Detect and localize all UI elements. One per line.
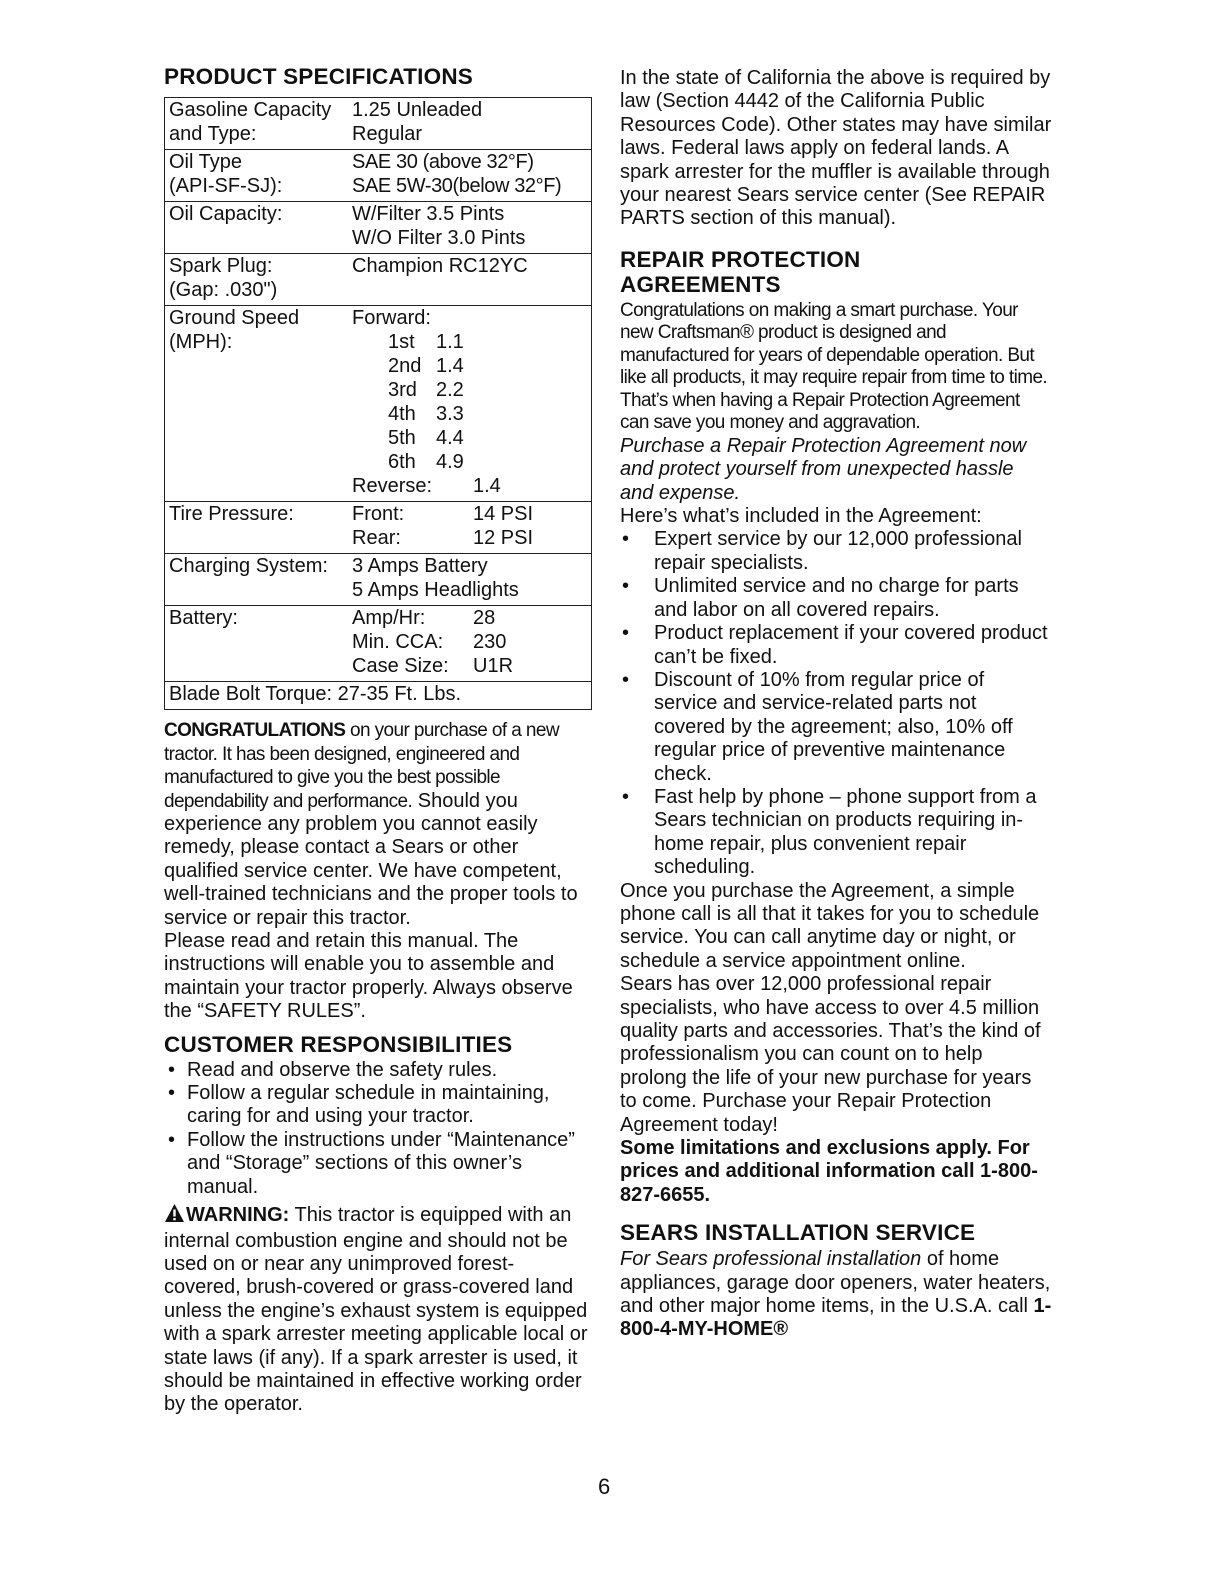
- spec-value: Forward:: [352, 307, 431, 329]
- installation-text: of home appliances, garage door openers, water heaters, and other major home items, in the U.S.A. call: [620, 1248, 1051, 1318]
- product-specifications-heading: PRODUCT SPECIFICATIONS: [164, 64, 473, 89]
- spec-value: SAE 30 (above 32°F): [352, 151, 534, 173]
- battery-amp-value: 28: [473, 607, 496, 629]
- list-item: • Fast help by phone – phone support from a Sears technician on products requiring in-home repair, plus convenient repair scheduling.: [620, 786, 1052, 880]
- right-column: [620, 64, 1052, 1342]
- spec-label: Tire Pressure:: [169, 503, 294, 525]
- gear-label: 1st: [388, 331, 415, 353]
- spec-label: Oil Type: [169, 151, 242, 173]
- spec-label: (Gap: .030"): [169, 279, 278, 301]
- list-item: • Follow a regular schedule in maintaining, caring for and using your tractor.: [164, 1082, 590, 1129]
- gear-speed: 4.9: [436, 451, 464, 473]
- once-purchased-paragraph: Once you purchase the Agreement, a simple phone call is all that it takes for you to schedule service. You can call anytime day or night, or schedule a service appointment online.: [620, 879, 1040, 972]
- list-item: • Read and observe the safety rules.: [164, 1059, 590, 1082]
- congratulations-lead: CONGRATULATIONS: [164, 720, 346, 741]
- gear-speed: 3.3: [436, 403, 464, 425]
- battery-cca-label: Min. CCA:: [352, 631, 444, 653]
- customer-responsibilities-heading: CUSTOMER RESPONSIBILITIES: [164, 1031, 513, 1057]
- gear-label: Reverse:: [352, 475, 433, 497]
- tire-rear-value: 12 PSI: [473, 527, 534, 549]
- spec-row-battery: [165, 606, 592, 682]
- tire-front-value: 14 PSI: [473, 503, 534, 525]
- california-paragraph: In the state of California the above is required by law (Section 4442 of the California Public Resources Code). Other states may have similar laws. Federal laws apply on federal lands. A spark arrester for the muffler is available through your nearest Sears service center (See REPAIR PARTS section of this manual).: [620, 67, 1052, 230]
- spec-label: (API-SF-SJ):: [169, 175, 283, 197]
- gear-label: 5th: [388, 427, 416, 449]
- spec-row-blade-bolt: [165, 682, 592, 710]
- spec-label: Gasoline Capacity: [169, 99, 332, 121]
- warning-text: This tractor is equipped with an internal combustion engine and should not be used on or near any unimproved forest-covered, brush-covered or grass-covered land unless the engine’s exhaust system is equipped with a spark arrester meeting applicable local or state laws (if any). If a spark arrester is used, it should be maintained in effective working order by the operator.: [164, 1204, 588, 1416]
- heading-line: REPAIR PROTECTION: [620, 246, 861, 272]
- installation-paragraph: [620, 1248, 1052, 1342]
- gear-speed: 1.4: [436, 355, 464, 377]
- left-column: [164, 64, 590, 1417]
- gear-label: 4th: [388, 403, 416, 425]
- spec-value: 5 Amps Headlights: [352, 579, 519, 601]
- spec-label: Battery:: [169, 607, 238, 629]
- battery-case-value: U1R: [473, 655, 514, 677]
- list-item: • Follow the instructions under “Maintenance” and “Storage” sections of this owner’s manual.: [164, 1129, 590, 1199]
- spec-row-charging-system: [165, 554, 592, 606]
- gear-speed: 2.2: [436, 379, 464, 401]
- spec-row-oil-capacity: [165, 202, 592, 254]
- heading-line: AGREEMENTS: [620, 271, 781, 297]
- installation-phone: 1-800-4-MY-HOME®: [620, 1295, 1052, 1341]
- spec-value: 3 Amps Battery: [352, 555, 488, 577]
- battery-case-label: Case Size:: [352, 655, 449, 677]
- repair-protection-intro: Congratulations on making a smart purchase. Your new Craftsman® product is designed and manufactured for years of dependable operation. But like all products, it may require repair from time to time. That’s when having a Repair Protection Agreement can save you money and aggravation.: [620, 299, 1048, 434]
- gear-speed: 1.1: [436, 331, 464, 353]
- sears-specialists-paragraph: Sears has over 12,000 professional repair specialists, who have access to over 4.5 million quality parts and accessories. That’s the kind of professionalism you can count on to help prolong the life of your new purchase for years to come. Purchase your Repair Protection Agreement today!: [620, 973, 1041, 1136]
- spec-value: 1.25 Unleaded: [352, 99, 483, 121]
- warning-triangle-icon: [164, 1203, 185, 1229]
- spec-row-spark-plug: [165, 254, 592, 306]
- spec-row-tire-pressure: [165, 502, 592, 554]
- congratulations-text: on your purchase of a new tractor. It has been designed, engineered and manufactured to give you the best possible dependability and performance.: [164, 720, 559, 812]
- gear-label: 3rd: [388, 379, 417, 401]
- tire-rear-label: Rear:: [352, 527, 401, 549]
- congratulations-paragraph: [164, 719, 590, 930]
- repair-protection-heading: [620, 247, 1052, 297]
- responsibilities-list: [164, 1059, 590, 1199]
- spec-label: (MPH):: [169, 331, 233, 353]
- spec-label: and Type:: [169, 123, 257, 145]
- page-number: 6: [598, 1474, 611, 1499]
- agreement-items-list: [620, 528, 1052, 879]
- list-item: • Expert service by our 12,000 professional repair specialists.: [620, 528, 1052, 575]
- gear-speed: 4.4: [436, 427, 464, 449]
- spec-value: W/Filter 3.5 Pints: [352, 203, 505, 225]
- agreement-included-text: Here’s what’s included in the Agreement:: [620, 505, 982, 528]
- spec-value: Champion RC12YC: [352, 255, 528, 277]
- gear-speed: 1.4: [473, 475, 501, 497]
- specifications-table: [164, 97, 592, 710]
- gear-label: 6th: [388, 451, 416, 473]
- spec-label: Spark Plug:: [169, 255, 273, 277]
- spec-label: Charging System:: [169, 555, 328, 577]
- repair-protection-italic: Purchase a Repair Protection Agreement now and protect yourself from unexpected hassle and expense.: [620, 434, 1027, 504]
- spec-row-gasoline: [165, 98, 592, 150]
- congratulations-text-continued: Should you experience any problem you cannot easily remedy, please contact a Sears or other qualified service center. We have competent, well-trained technicians and the proper tools to service or repair this tractor.: [164, 789, 578, 929]
- spec-value: W/O Filter 3.0 Pints: [352, 227, 526, 249]
- battery-amp-label: Amp/Hr:: [352, 607, 426, 629]
- installation-service-heading: SEARS INSTALLATION SERVICE: [620, 1220, 976, 1246]
- limitations-paragraph: Some limitations and exclusions apply. For prices and additional information call 1-800-827-6655.: [620, 1137, 1038, 1206]
- list-item: • Product replacement if your covered product can’t be fixed.: [620, 622, 1052, 669]
- spec-value: Blade Bolt Torque: 27-35 Ft. Lbs.: [169, 683, 462, 705]
- warning-label: WARNING:: [186, 1204, 290, 1227]
- battery-cca-value: 230: [473, 631, 507, 653]
- spec-label: Ground Speed: [169, 307, 300, 329]
- gear-label: 2nd: [388, 355, 422, 377]
- installation-italic: For Sears professional installation: [620, 1248, 922, 1271]
- spec-row-oil-type: [165, 150, 592, 202]
- spec-row-ground-speed: [165, 306, 592, 502]
- list-item: • Unlimited service and no charge for parts and labor on all covered repairs.: [620, 575, 1052, 622]
- list-item: • Discount of 10% from regular price of service and service-related parts not covered by the agreement; also, 10% off regular price of preventive maintenance check.: [620, 669, 1052, 786]
- spec-value: SAE 5W-30(below 32°F): [352, 175, 562, 197]
- warning-paragraph: [164, 1203, 590, 1417]
- spec-value: Regular: [352, 123, 423, 145]
- spec-label: Oil Capacity:: [169, 203, 283, 225]
- retain-manual-paragraph: Please read and retain this manual. The instructions will enable you to assemble and maintain your tractor properly. Always observe the “SAFETY RULES”.: [164, 930, 573, 1023]
- tire-front-label: Front:: [352, 503, 405, 525]
